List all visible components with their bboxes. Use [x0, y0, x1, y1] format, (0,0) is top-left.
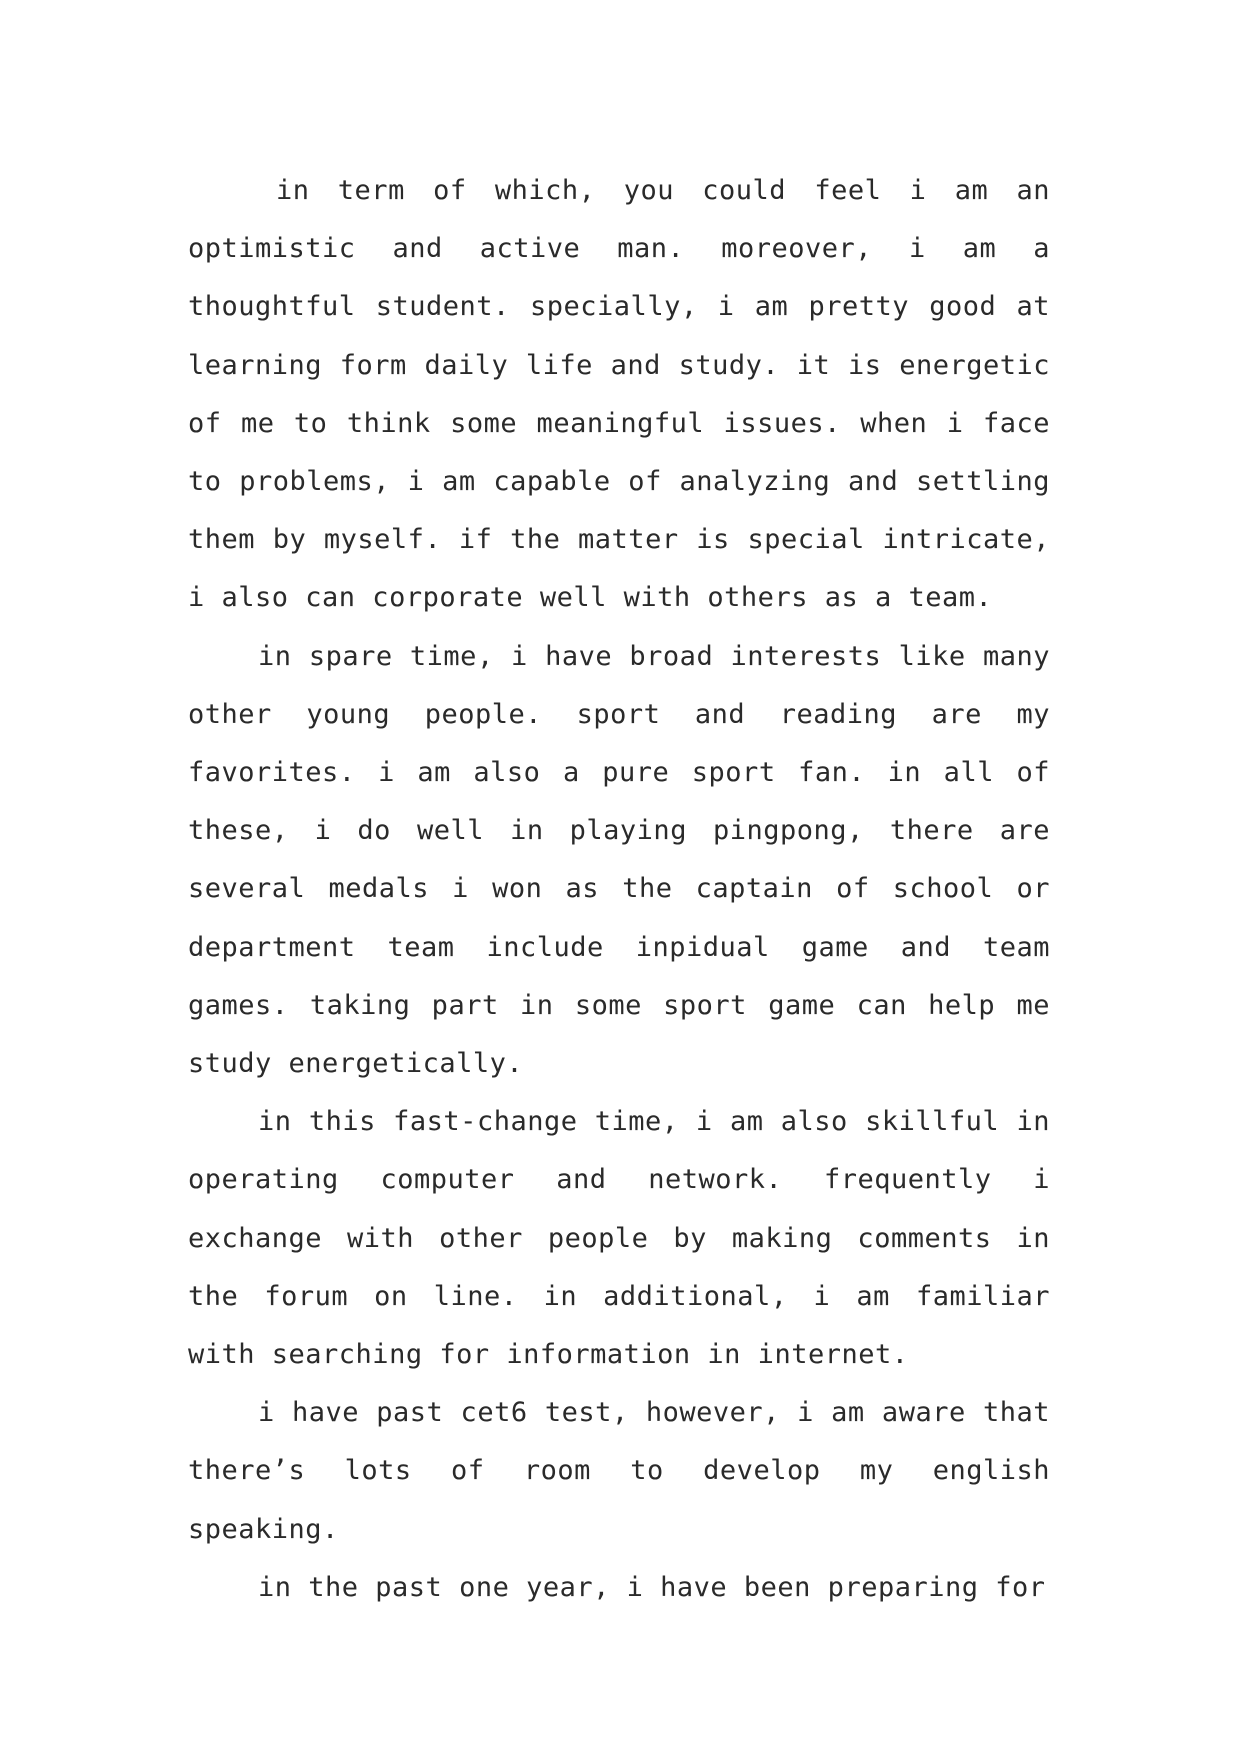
- paragraph-4: i have past cet6 test, however, i am aware that there’s lots of room to develop my english speaking.: [188, 1397, 1050, 1545]
- paragraph-3: in this fast-change time, i am also skillful in operating computer and network. frequently i exchange with other people by making comments in the forum on line. in additional, i am familiar with searching for information in internet.: [188, 1106, 1050, 1371]
- paragraph-1: in term of which, you could feel i am an optimistic and active man. moreover, i am a thoughtful student. specially, i am pretty good at learning form daily life and study. it is energetic of me to think some meaningful issues. when i face to problems, i am capable of analyzing and settling them by myself. if the matter is special intricate, i also can corporate well with others as a team.: [188, 175, 1050, 614]
- paragraph-2: in spare time, i have broad interests like many other young people. sport and reading are my favorites. i am also a pure sport fan. in all of these, i do well in playing pingpong, there are several medals i won as the captain of school or department team include inpidual game and team games. taking part in some sport game can help me study energetically.: [188, 640, 1050, 1080]
- paragraph-5: in the past one year, i have been preparing for: [258, 1571, 1046, 1603]
- document-body: [188, 162, 1050, 1617]
